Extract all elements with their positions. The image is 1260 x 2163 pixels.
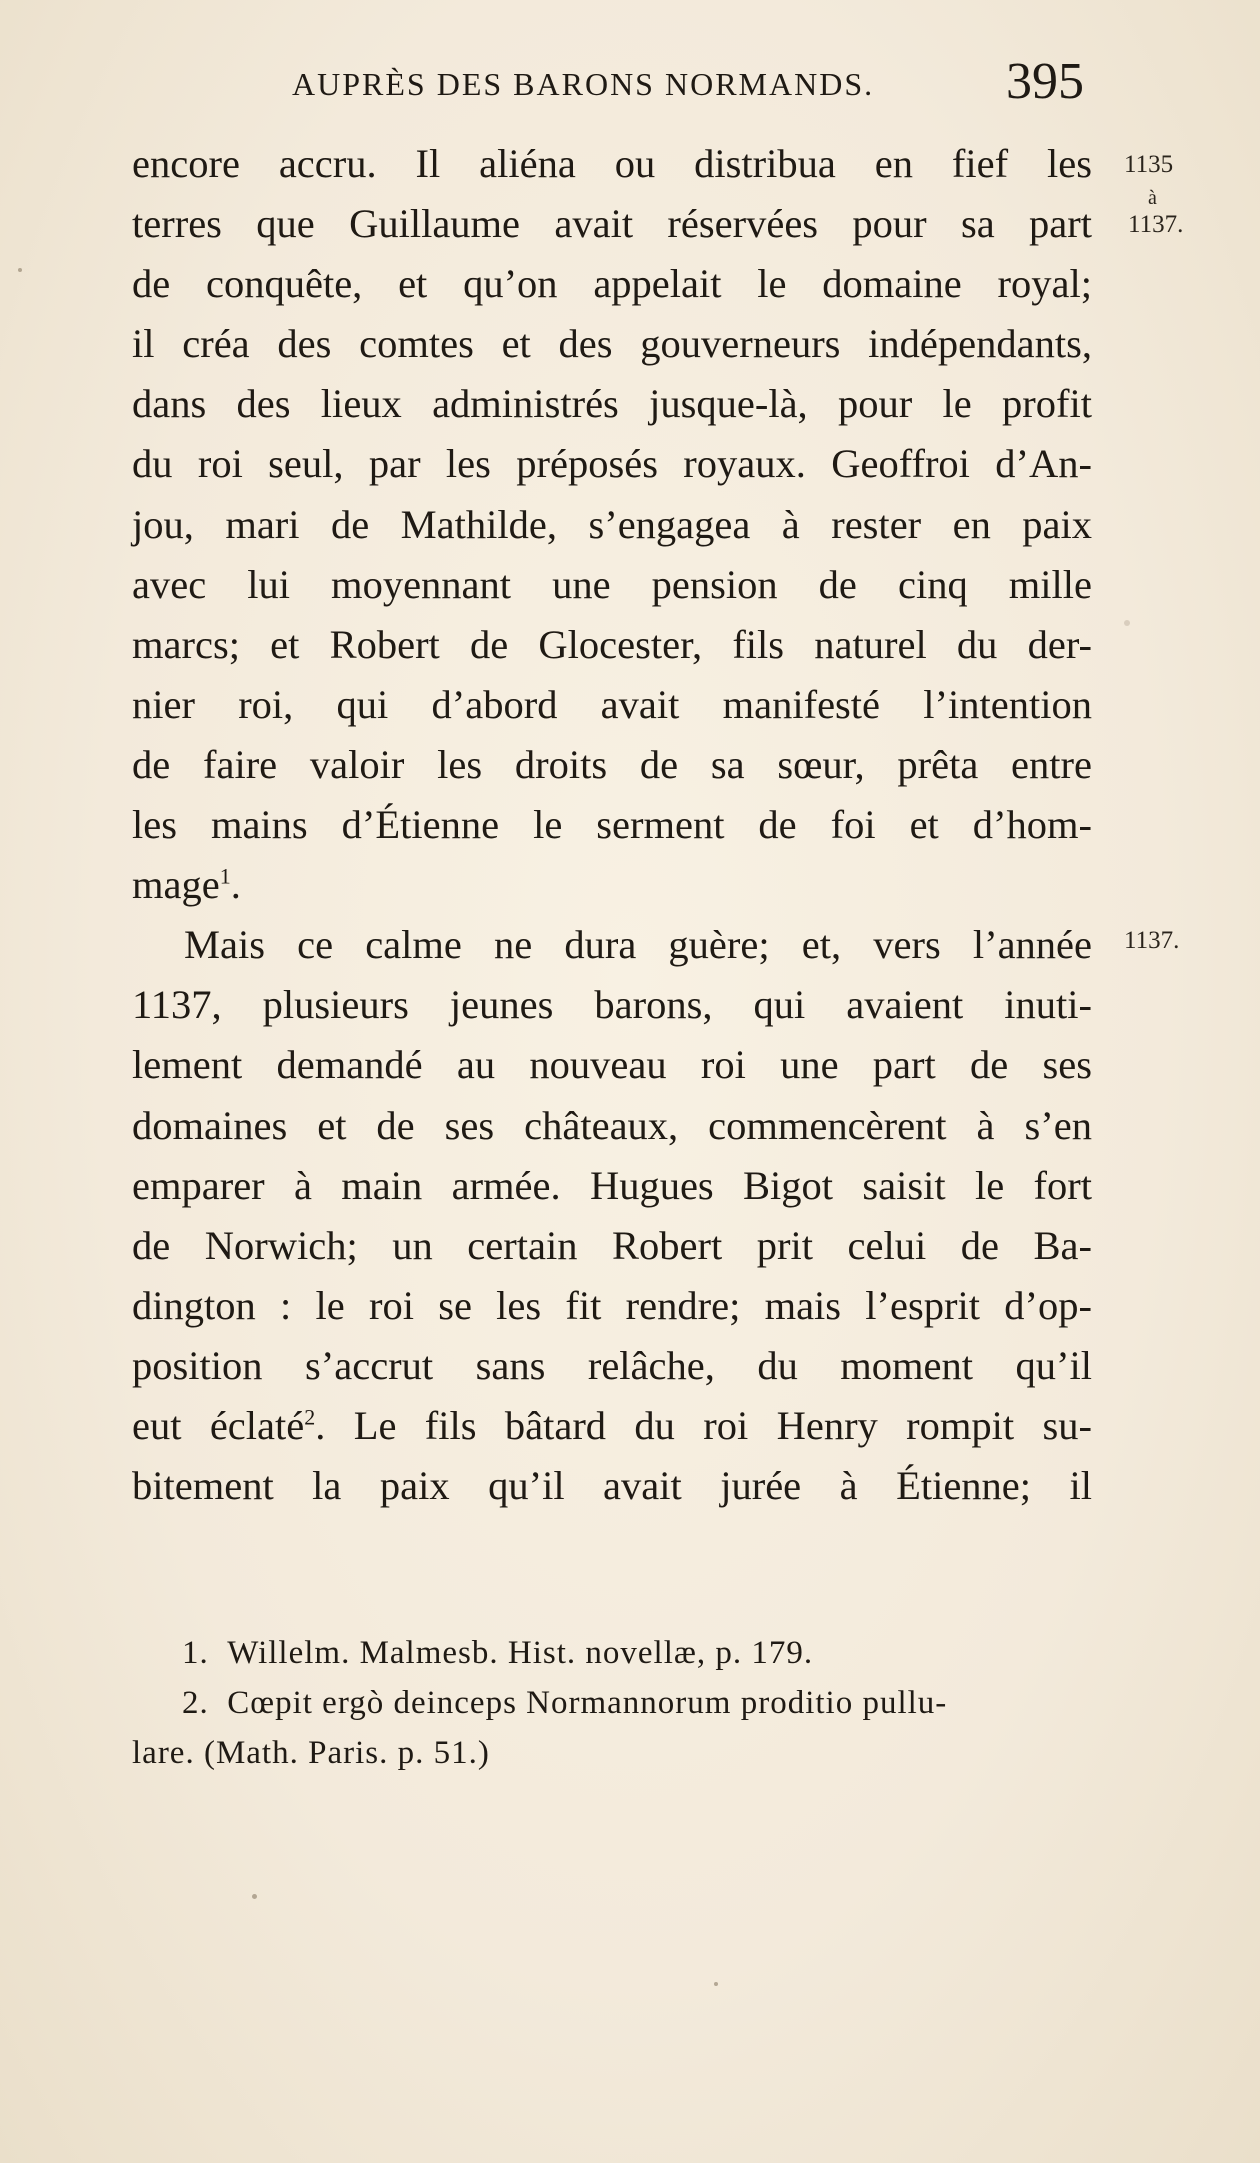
text-line: jou, mari de Mathilde, s’engagea à rester en paix	[132, 501, 1092, 547]
text-line: de conquête, et qu’on appelait le domaine royal;	[132, 261, 1092, 307]
text-line: de faire valoir les droits de sa sœur, prêta entre	[132, 741, 1092, 787]
text-line: marcs; et Robert de Glocester, fils naturel du der-	[132, 621, 1092, 667]
text-line: terres que Guillaume avait réservées pour sa part	[132, 201, 1092, 247]
text-line: domaines et de ses châteaux, commencèrent à s’en	[132, 1102, 1092, 1148]
text-line: du roi seul, par les préposés royaux. Geoffroi d’An-	[132, 441, 1092, 487]
paper-speck	[1124, 620, 1130, 626]
footnote-ref[interactable]: 2	[304, 1404, 316, 1430]
paper-speck	[18, 268, 22, 272]
line-text: eut éclaté	[132, 1402, 305, 1448]
text-line: position s’accrut sans relâche, du moment qu’il	[132, 1342, 1092, 1388]
footnote-ref[interactable]: 1	[219, 863, 231, 889]
text-line: dington : le roi se les fit rendre; mais l’esprit d’op-	[132, 1282, 1092, 1328]
main-text	[132, 134, 1092, 1516]
footnote-2	[132, 1678, 1092, 1728]
text-line: de Norwich; un certain Robert prit celui de Ba-	[132, 1222, 1092, 1268]
text-line: les mains d’Étienne le serment de foi et d’hom-	[132, 802, 1092, 848]
footnote-text: Willelm. Malmesb. Hist. novellæ, p. 179.	[227, 1635, 814, 1671]
footnote-2-continuation: lare. (Math. Paris. p. 51.)	[132, 1735, 490, 1771]
text-line: lement demandé au nouveau roi une part de ses	[132, 1042, 1092, 1088]
text-line: avec lui moyennant une pension de cinq mille	[132, 561, 1092, 607]
text-line: emparer à main armée. Hugues Bigot saisit le fort	[132, 1162, 1092, 1208]
text-line: dans des lieux administrés jusque-là, pour le profit	[132, 381, 1092, 427]
text-line	[132, 1396, 1092, 1456]
page-number: 395	[1006, 53, 1084, 110]
footnote-number: 2.	[182, 1685, 209, 1721]
line-punct: .	[230, 862, 241, 908]
text-line: bitement la paix qu’il avait jurée à Étienne; il	[132, 1463, 1092, 1509]
margin-date-range-start: 1135	[1124, 151, 1174, 178]
running-head: AUPRÈS DES BARONS NORMANDS.	[292, 66, 875, 102]
text-line: Mais ce calme ne dura guère; et, vers l’année	[184, 922, 1092, 968]
text-line: nier roi, qui d’abord avait manifesté l’intention	[132, 681, 1092, 727]
footnote-text: Cœpit ergò deinceps Normannorum proditio pullu-	[227, 1685, 948, 1721]
margin-date-year: 1137.	[1124, 927, 1180, 954]
margin-date-range-end: 1137.	[1128, 211, 1184, 238]
line-text: mage	[132, 862, 220, 908]
footnote-1	[132, 1628, 1092, 1678]
footnotes	[132, 1628, 1092, 1778]
text-line	[132, 855, 1092, 915]
text-line: 1137, plusieurs jeunes barons, qui avaient inuti-	[132, 982, 1092, 1028]
margin-date-range-mid: à	[1148, 187, 1157, 209]
text-line: il créa des comtes et des gouverneurs indépendants,	[132, 321, 1092, 367]
paper-speck	[714, 1982, 718, 1986]
paper-speck	[252, 1894, 257, 1899]
footnote-number: 1.	[182, 1635, 209, 1671]
line-text: . Le fils bâtard du roi Henry rompit su-	[315, 1402, 1092, 1448]
text-line: encore accru. Il aliéna ou distribua en fief les	[132, 141, 1092, 186]
